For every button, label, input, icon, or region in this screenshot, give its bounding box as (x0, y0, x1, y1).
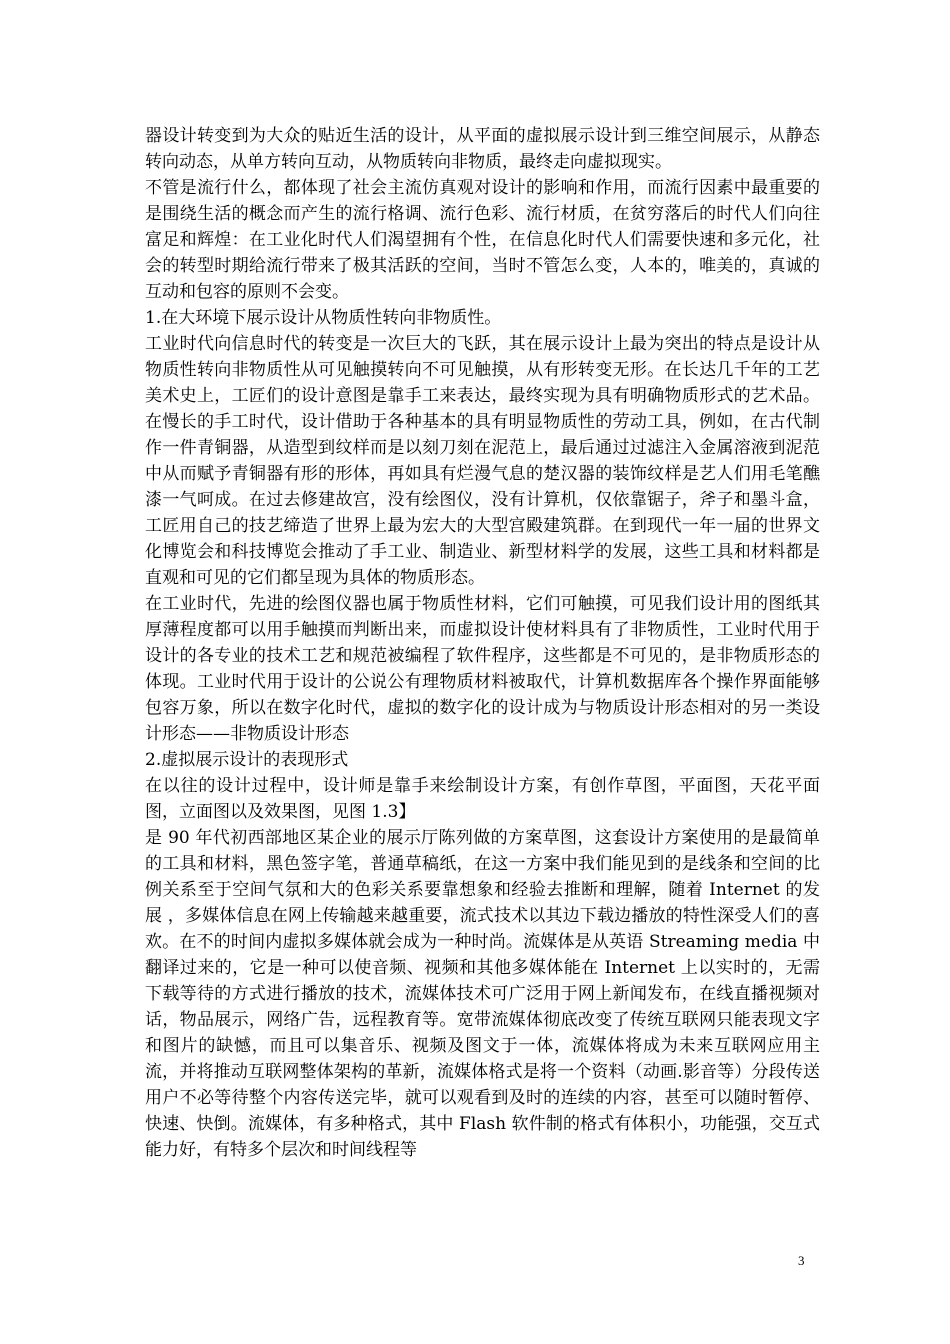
paragraph-design-process: 在以往的设计过程中，设计师是靠手来绘制设计方案，有创作草图，平面图，天花平面图，立面图以及效果图，见图 1.3】 (145, 776, 820, 822)
paragraph-industrial-era: 在工业时代，先进的绘图仪器也属于物质性材料，它们可触摸，可见我们设计用的图纸其厚薄程度都可以用手触摸而判断出来，而虚拟设计使材料具有了非物质性，工业时代用于设计的各专业的技术工艺和规范被编程了软件程序，这些都是不可见的，是非物质形态的体现。工业时代用于设计的公说公有理物质材料被取代，计算机数据库各个操作界面能够包容万象，所以在数字化时代，虚拟的数字化的设计成为与物质设计形态相对的另一类设计形态——非物质设计形态 (145, 594, 820, 744)
paragraph-material-to-immaterial: 工业时代向信息时代的转变是一次巨大的飞跃，其在展示设计上最为突出的特点是设计从物质性转向非物质性从可见触摸转向不可见触摸，从有形转变无形。在长达几千年的工艺美术史上，工匠们的设计意图是靠手工来表达，最终实现为具有明确物质形式的艺术品。在慢长的手工时代，设计借助于各种基本的具有明显物质性的劳动工具，例如，在古代制作一件青铜器，从造型到纹样而是以刻刀刻在泥范上，最后通过过滤注入金属溶液到泥范中从而赋予青铜器有形的形体，再如具有烂漫气息的楚汉器的装饰纹样是艺人们用毛笔醮漆一气呵成。在过去修建故宫，没有绘图仪，没有计算机，仅依靠锯子，斧子和墨斗盒，工匠用自己的技艺缔造了世界上最为宏大的大型宫殿建筑群。在到现代一年一届的世界文化博览会和科技博览会推动了手工业、制造业、新型材料学的发展，这些工具和材料都是直观和可见的它们都呈现为具体的物质形态。 (145, 334, 820, 588)
body-text (145, 123, 820, 1163)
section-heading-1: 1.在大环境下展示设计从物质性转向非物质性。 (145, 308, 502, 328)
section-heading-2: 2.虚拟展示设计的表现形式 (145, 750, 349, 770)
paragraph-fashion-trends: 不管是流行什么，都体现了社会主流仿真观对设计的影响和作用，而流行因素中最重要的是围绕生活的概念而产生的流行格调、流行色彩、流行材质，在贫穷落后的时代人们向往富足和辉煌：在工业化时代人们渴望拥有个性，在信息化时代人们需要快速和多元化，社会的转型时期给流行带来了极其活跃的空间，当时不管怎么变，人本的，唯美的，真诚的互动和包容的原则不会变。 (145, 178, 820, 302)
paragraph-intro-continuation: 器设计转变到为大众的贴近生活的设计，从平面的虚拟展示设计到三维空间展示，从静态转向动态，从单方转向互动，从物质转向非物质，最终走向虚拟现实。 (145, 126, 820, 172)
page-number: 3 (798, 1253, 805, 1268)
paragraph-streaming-media: 是 90 年代初西部地区某企业的展示厅陈列做的方案草图，这套设计方案使用的是最简单的工具和材料，黑色签字笔，普通草稿纸，在这一方案中我们能见到的是线条和空间的比例关系至于空间气氛和大的色彩关系要靠想象和经验去推断和理解，随着 Internet 的发展 ，多媒体信息在网上传输越来越重要，流式技术以其边下载边播放的特性深受人们的喜欢。在不的时间内虚拟多媒体就会成为一种时尚。流媒体是从英语 Streaming media 中翻译过来的，它是一种可以使音频、视频和其他多媒体能在 Internet 上以实时的，无需下载等待的方式进行播放的技术，流媒体技术可广泛用于网上新闻发布，在线直播视频对话，物品展示，网络广告，远程教育等。宽带流媒体彻底改变了传统互联网只能表现文字和图片的缺憾，而且可以集音乐、视频及图文于一体，流媒体将成为未来互联网应用主流，并将推动互联网整体架构的革新，流媒体格式是将一个资料（动画.影音等）分段传送用户不必等待整个内容传送完毕，就可以观看到及时的连续的内容，甚至可以随时暂停、快速、快倒。流媒体，有多种格式，其中 Flash 软件制的格式有体积小，功能强，交互式能力好，有特多个层次和时间线程等 (145, 828, 820, 1160)
